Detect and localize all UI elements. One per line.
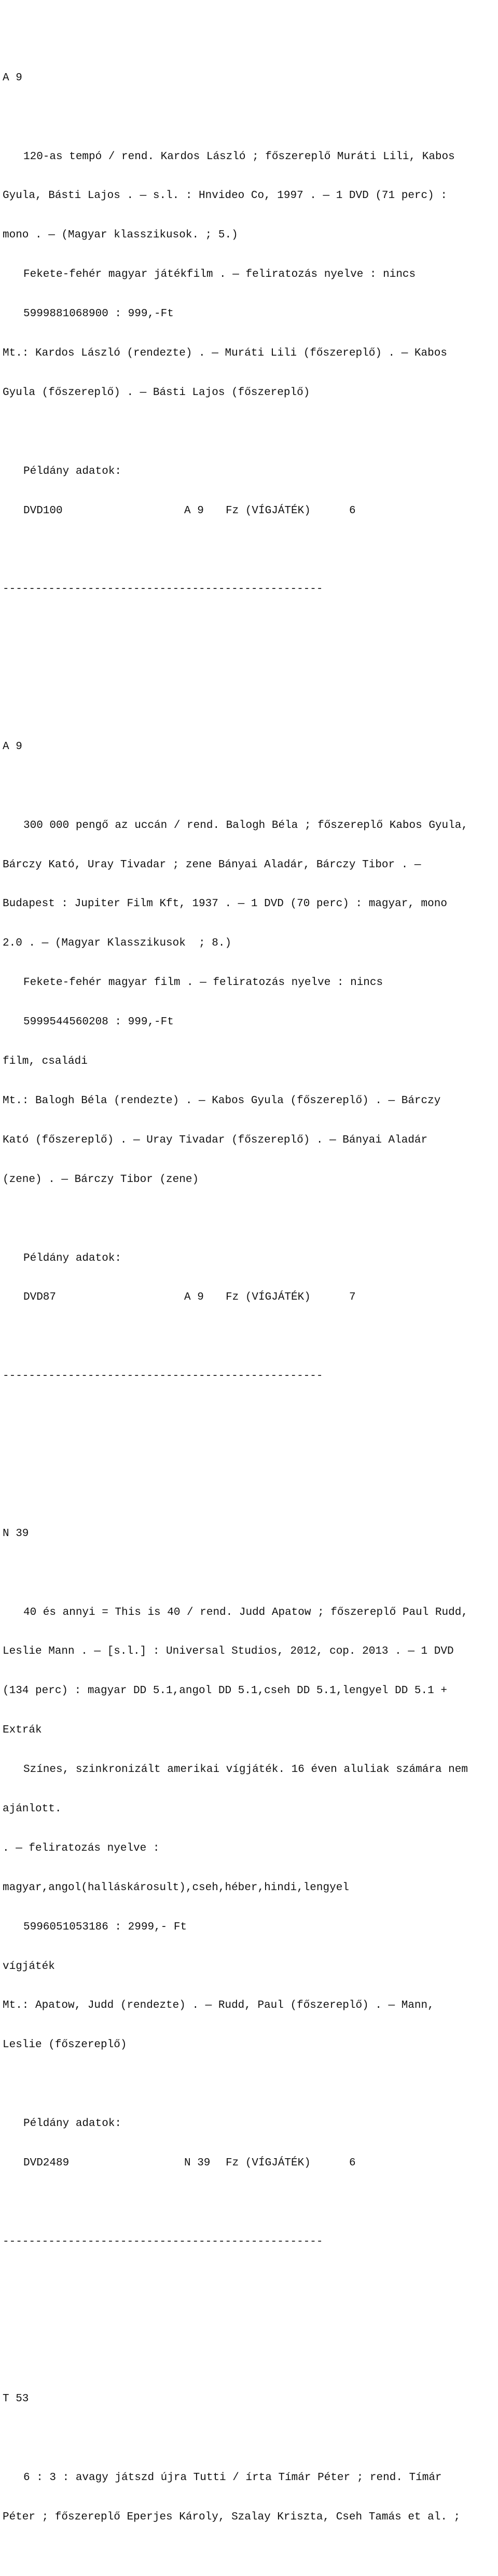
record-isbn-price: 5999544560208 : 999,-Ft [23,1016,174,1029]
record-signature: T 53 [3,2393,29,2405]
copy-shelf: A 9 [184,504,204,517]
copy-row [3,2157,498,2170]
record-isbn-price: 5999881068900 : 999,-Ft [23,308,174,320]
record-note-line: Fekete-fehér magyar játékfilm . — feliratozás nyelve : nincs [23,269,416,281]
record-contributors-line: Kató (főszereplő) . — Uray Tivadar (főszereplő) . — Bányai Aladár [3,1134,428,1146]
copy-count: 6 [349,2157,356,2169]
record-description-line: (134 perc) : magyar DD 5.1,angol DD 5.1,cseh DD 5.1,lengyel DD 5.1 + [3,1685,447,1697]
record-signature: A 9 [3,72,22,84]
record-contributors-line: Mt.: Balogh Béla (rendezte) . — Kabos Gyula (főszereplő) . — Bárczy [3,1094,441,1107]
record-description-line: Gyula, Básti Lajos . — s.l. : Hnvideo Co, 1997 . — 1 DVD (71 perc) : [3,190,447,202]
record-description-line: Extrák [3,1724,42,1737]
catalog-record [3,1501,498,2314]
copy-count: 7 [349,1291,356,1304]
record-note-line: Fekete-fehér magyar film . — feliratozás nyelve : nincs [23,977,383,989]
record-signature: A 9 [3,740,22,753]
record-subject: film, családi [3,1055,88,1068]
record-signature: N 39 [3,1527,29,1540]
record-contributors-line: (zene) . — Bárczy Tibor (zene) [3,1173,199,1186]
record-note-line: . — feliratozás nyelve : [3,1842,160,1854]
record-description-line: Leslie Mann . — [s.l.] : Universal Studios, 2012, cop. 2013 . — 1 DVD [3,1645,454,1658]
record-contributors-line: Mt.: Kardos László (rendezte) . — Muráti Lili (főszereplő) . — Kabos [3,347,447,360]
copy-type: Fz (VÍGJÁTÉK) [226,504,311,517]
copy-code: DVD2489 [23,2157,70,2169]
copy-shelf: N 39 [184,2157,211,2169]
record-note-line: magyar,angol(halláskárosult),cseh,héber,hindi,lengyel [3,1881,349,1894]
record-note-line: Színes, szinkronizált amerikai vígjáték. 16 éven aluliak számára nem [23,1764,468,1776]
copy-code: DVD87 [23,1291,57,1304]
record-title-line: 40 és annyi = This is 40 / rend. Judd Apatow ; főszereplő Paul Rudd, [23,1606,468,1618]
record-description-line: Bárczy Kató, Uray Tivadar ; zene Bányai Aladár, Bárczy Tibor . — [3,858,421,871]
copies-label: Példány adatok: [23,2118,122,2130]
catalog-record [3,2367,498,2550]
record-title-line: 6 : 3 : avagy játszd újra Tutti / írta Tímár Péter ; rend. Tímár [23,2472,442,2484]
record-title-line: 300 000 pengő az uccán / rend. Balogh Béla ; főszereplő Kabos Gyula, [23,819,468,832]
record-separator: ------------------------------------------------- [3,1370,323,1383]
record-subject: vígjáték [3,1960,55,1973]
record-title-line: 120-as tempó / rend. Kardos László ; főszereplő Muráti Lili, Kabos [23,150,455,163]
copy-shelf: A 9 [184,1291,204,1304]
record-description-line: 2.0 . — (Magyar Klasszikusok ; 8.) [3,937,232,950]
record-contributors-line: Leslie (főszereplő) [3,2039,127,2051]
record-description-line: Péter ; főszereplő Eperjes Károly, Szalay Kriszta, Cseh Tamás et al. ; [3,2511,461,2523]
catalog-record [3,45,498,661]
copy-type: Fz (VÍGJÁTÉK) [226,2157,311,2169]
copies-label: Példány adatok: [23,465,122,477]
record-separator: ------------------------------------------------- [3,583,323,596]
catalog-page [3,0,498,2576]
catalog-record [3,714,498,1448]
copy-row [3,504,498,517]
record-description-line: mono . — (Magyar klasszikusok. ; 5.) [3,229,238,242]
record-description-line: Budapest : Jupiter Film Kft, 1937 . — 1 DVD (70 perc) : magyar, mono [3,898,447,910]
copy-row [3,1291,498,1304]
record-separator: ------------------------------------------------- [3,2235,323,2248]
copy-count: 6 [349,504,356,517]
record-contributors-line: Gyula (főszereplő) . — Básti Lajos (főszereplő) [3,386,310,399]
record-isbn-price: 5996051053186 : 2999,- Ft [23,1921,187,1933]
copy-code: DVD100 [23,504,63,517]
record-note-line: ajánlott. [3,1803,62,1815]
copy-type: Fz (VÍGJÁTÉK) [226,1291,311,1304]
record-contributors-line: Mt.: Apatow, Judd (rendezte) . — Rudd, Paul (főszereplő) . — Mann, [3,2000,434,2012]
copies-label: Példány adatok: [23,1252,122,1264]
